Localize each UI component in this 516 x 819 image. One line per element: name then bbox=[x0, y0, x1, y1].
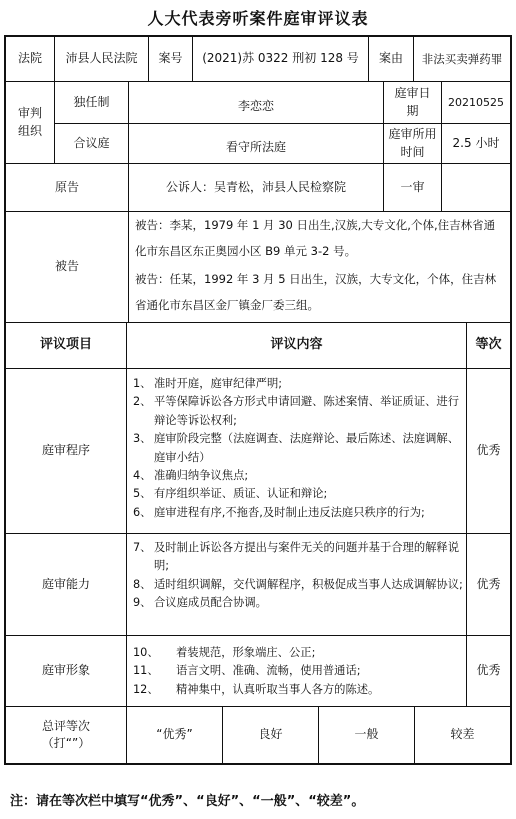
defendant-label: 被告 bbox=[54, 259, 79, 274]
plaintiff-label: 原告 bbox=[54, 179, 79, 194]
list-item: 9、 合议庭成员配合协调。 bbox=[133, 596, 267, 610]
header-grade: 等次 bbox=[475, 337, 502, 353]
page-title: 人大代表旁听案件庭审评议表 bbox=[147, 9, 369, 28]
trial-duration-label: 庭审所用时间 bbox=[388, 127, 437, 159]
defendant-info-2: 被告：任某，1992 年 3 月 5 日出生，汉族，大专文化，个体，住吉林省通化市东昌区金厂镇金厂委三组。 bbox=[135, 272, 497, 312]
sole-judge-value: 李恋恋 bbox=[237, 98, 274, 113]
overall-option-good[interactable]: 良好 bbox=[258, 727, 283, 742]
list-item: 3、 庭审阶段完整（法庭调查、法庭辩论、最后陈述、法庭调解、庭审小结） bbox=[133, 432, 460, 464]
section-grade: 优秀 bbox=[476, 576, 501, 591]
list-item: 5、 有序组织举证、质证、认证和辩论; bbox=[133, 487, 328, 501]
case-cause-value: 非法买卖弹药罪 bbox=[421, 51, 503, 66]
section-items bbox=[130, 375, 464, 522]
plaintiff-value: 公诉人：吴青松，沛县人民检察院 bbox=[165, 179, 346, 194]
section-items bbox=[130, 539, 464, 613]
list-item: 10、 着装规范，形象端庄、公正; bbox=[133, 646, 316, 659]
court-value: 沛县人民法院 bbox=[65, 51, 138, 66]
list-item: 1、 准时开庭，庭审纪律严明; bbox=[133, 377, 283, 390]
court-label: 法院 bbox=[17, 51, 42, 66]
trial-date-value: 20210525 bbox=[448, 95, 504, 109]
list-item: 4、 准确归纳争议焦点; bbox=[133, 469, 249, 483]
trial-instance: 一审 bbox=[400, 179, 425, 194]
list-item: 7、 及时制止诉讼各方提出与案件无关的问题并基于合理的解释说明; bbox=[133, 541, 460, 573]
list-item: 6、 庭审进程有序,不拖沓,及时制止违反法庭只秩序的行为; bbox=[133, 505, 425, 519]
case-cause-label: 案由 bbox=[378, 51, 403, 66]
trial-duration-value: 2.5 小时 bbox=[452, 135, 500, 150]
list-item: 8、 适时组织调解，交代调解程序，积极促成当事人达成调解协议; bbox=[133, 577, 463, 591]
list-item: 12、 精神集中，认真听取当事人各方的陈述。 bbox=[133, 682, 380, 696]
trial-date-label: 庭审日期 bbox=[394, 86, 431, 118]
collegial-panel-label: 合议庭 bbox=[73, 135, 110, 150]
footnote: 注：请在等次栏中填写“优秀”、“良好”、“一般”、“较差”。 bbox=[10, 794, 365, 809]
section-grade: 优秀 bbox=[476, 443, 501, 458]
header-evaluation-content: 评议内容 bbox=[270, 337, 323, 353]
section-label: 庭审程序 bbox=[41, 443, 90, 458]
overall-option-excellent[interactable]: “优秀” bbox=[156, 727, 193, 742]
sole-judge-label: 独任制 bbox=[73, 94, 110, 109]
trial-organization-label: 审判组织 bbox=[17, 106, 42, 138]
list-item: 2、 平等保障诉讼各方形式申请回避、陈述案情、举证质证、进行辩论等诉讼权利; bbox=[133, 395, 460, 427]
section-items bbox=[130, 644, 464, 699]
case-number-value: (2021)苏 0322 刑初 128 号 bbox=[202, 51, 359, 66]
header-evaluation-item: 评议项目 bbox=[39, 337, 92, 353]
section-label: 庭审形象 bbox=[41, 663, 90, 678]
defendant-info-1: 被告：李某，1979 年 1 月 30 日出生,汉族,大专文化,个体,住吉林省通化市东昌区东正奥园小区 B9 单元 3-2 号。 bbox=[135, 218, 496, 258]
section-label: 庭审能力 bbox=[41, 576, 90, 591]
case-number-label: 案号 bbox=[158, 51, 183, 66]
section-grade: 优秀 bbox=[476, 663, 501, 678]
overall-option-poor[interactable]: 较差 bbox=[450, 727, 475, 742]
overall-grade-label: 总评等次（打“”） bbox=[41, 718, 91, 750]
collegial-panel-value: 看守所法庭 bbox=[225, 139, 286, 154]
overall-option-average[interactable]: 一般 bbox=[354, 727, 379, 742]
list-item: 11、 语言文明、准确、流畅，使用普通话; bbox=[133, 664, 361, 678]
